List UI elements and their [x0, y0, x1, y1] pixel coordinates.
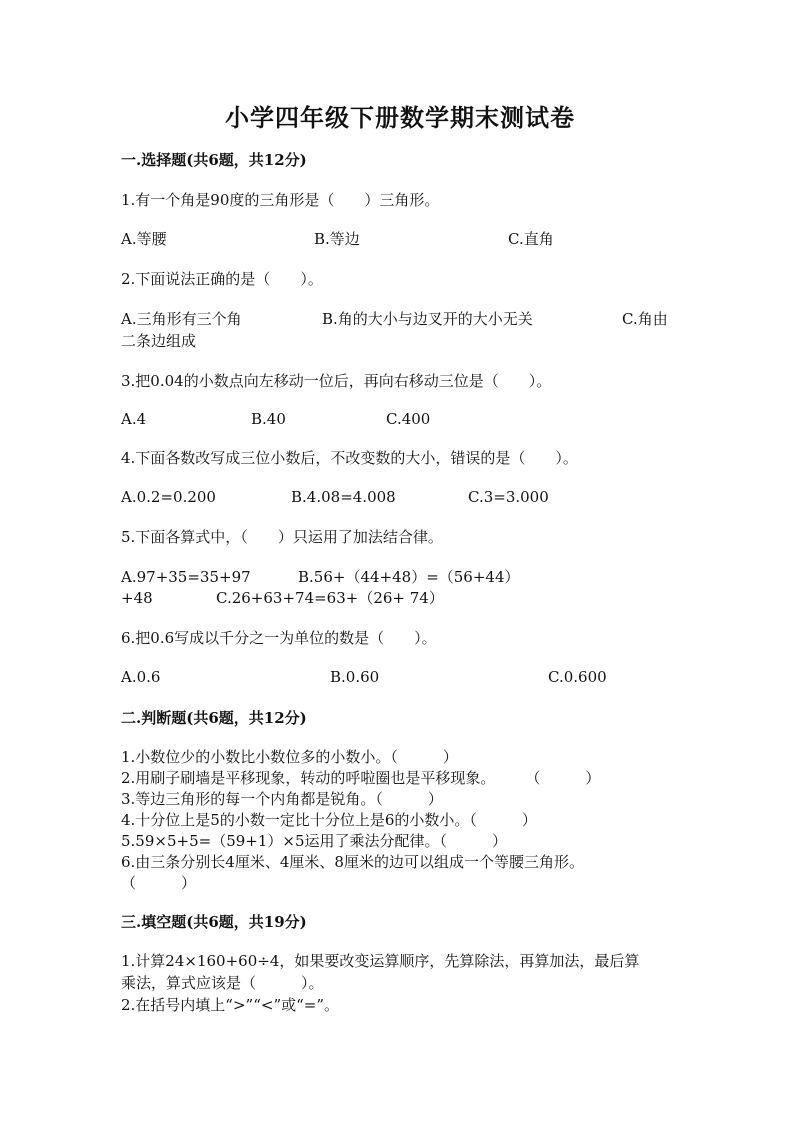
option-c: C.0.600 [548, 668, 607, 686]
judgement-item: 4.十分位上是5的小数一定比十分位上是6的小数小。（ ） [121, 811, 537, 829]
option-a: A.0.6 [121, 668, 161, 686]
option-b: B.等边 [314, 230, 360, 248]
question-text: 4.下面各数改写成三位小数后，不改变数的大小，错误的是（ ）。 [121, 449, 578, 467]
option-b: B.40 [251, 410, 286, 428]
option-a: A.三角形有三个角 [121, 310, 242, 328]
judgement-item: 3.等边三角形的每一个内角都是锐角。（ ） [121, 790, 443, 808]
fill-question-line: 乘法，算式应该是（ ）。 [121, 974, 324, 992]
option-b: B.4.08=4.008 [291, 488, 396, 506]
option-b-continued: +48 [121, 589, 153, 607]
option-b: B.0.60 [330, 668, 380, 686]
option-a: A.等腰 [121, 230, 167, 248]
option-b: B.56+（44+48）=（56+44） [298, 568, 520, 586]
option-c: C.400 [386, 410, 431, 428]
option-c: C.26+63+74=63+（26+ 74） [216, 589, 444, 607]
option-c: C.3=3.000 [468, 488, 549, 506]
option-c-continued: 二条边组成 [121, 332, 197, 350]
judgement-item: 5.59×5+5=（59+1）×5运用了乘法分配律。（ ） [121, 832, 508, 850]
fill-question-line: 2.在括号内填上“>”“<”或“=”。 [121, 996, 340, 1014]
option-a: A.4 [121, 410, 147, 428]
option-c: C.角由 [622, 310, 668, 328]
section-heading-judgement: 二.判断题(共6题，共12分) [121, 709, 307, 727]
option-a: A.97+35=35+97 [121, 568, 251, 586]
option-b: B.角的大小与边叉开的大小无关 [322, 310, 533, 328]
option-a: A.0.2=0.200 [121, 488, 216, 506]
judgement-item: 2.用刷子刷墙是平移现象，转动的呼啦圈也是平移现象。 （ ） [121, 769, 601, 787]
question-text: 5.下面各算式中，（ ）只运用了加法结合律。 [121, 528, 443, 546]
judgement-item: 6.由三条分别长4厘米、4厘米、8厘米的边可以组成一个等腰三角形。 [121, 853, 584, 871]
judgement-item-continued: （ ） [121, 874, 197, 892]
option-c: C.直角 [508, 230, 554, 248]
question-text: 6.把0.6写成以千分之一为单位的数是（ ）。 [121, 629, 437, 647]
fill-question-line: 1.计算24×160+60÷4，如果要改变运算顺序，先算除法，再算加法，最后算 [121, 952, 640, 970]
page-title: 小学四年级下册数学期末测试卷 [225, 103, 575, 132]
judgement-item: 1.小数位少的小数比小数位多的小数小。（ ） [121, 748, 458, 766]
section-heading-fill-blank: 三.填空题(共6题，共19分) [121, 913, 307, 931]
question-text: 2.下面说法正确的是（ ）。 [121, 270, 323, 288]
question-text: 3.把0.04的小数点向左移动一位后，再向右移动三位是（ ）。 [121, 372, 552, 390]
question-text: 1.有一个角是90度的三角形是（ ）三角形。 [121, 191, 440, 209]
section-heading-choice: 一.选择题(共6题，共12分) [121, 151, 307, 169]
